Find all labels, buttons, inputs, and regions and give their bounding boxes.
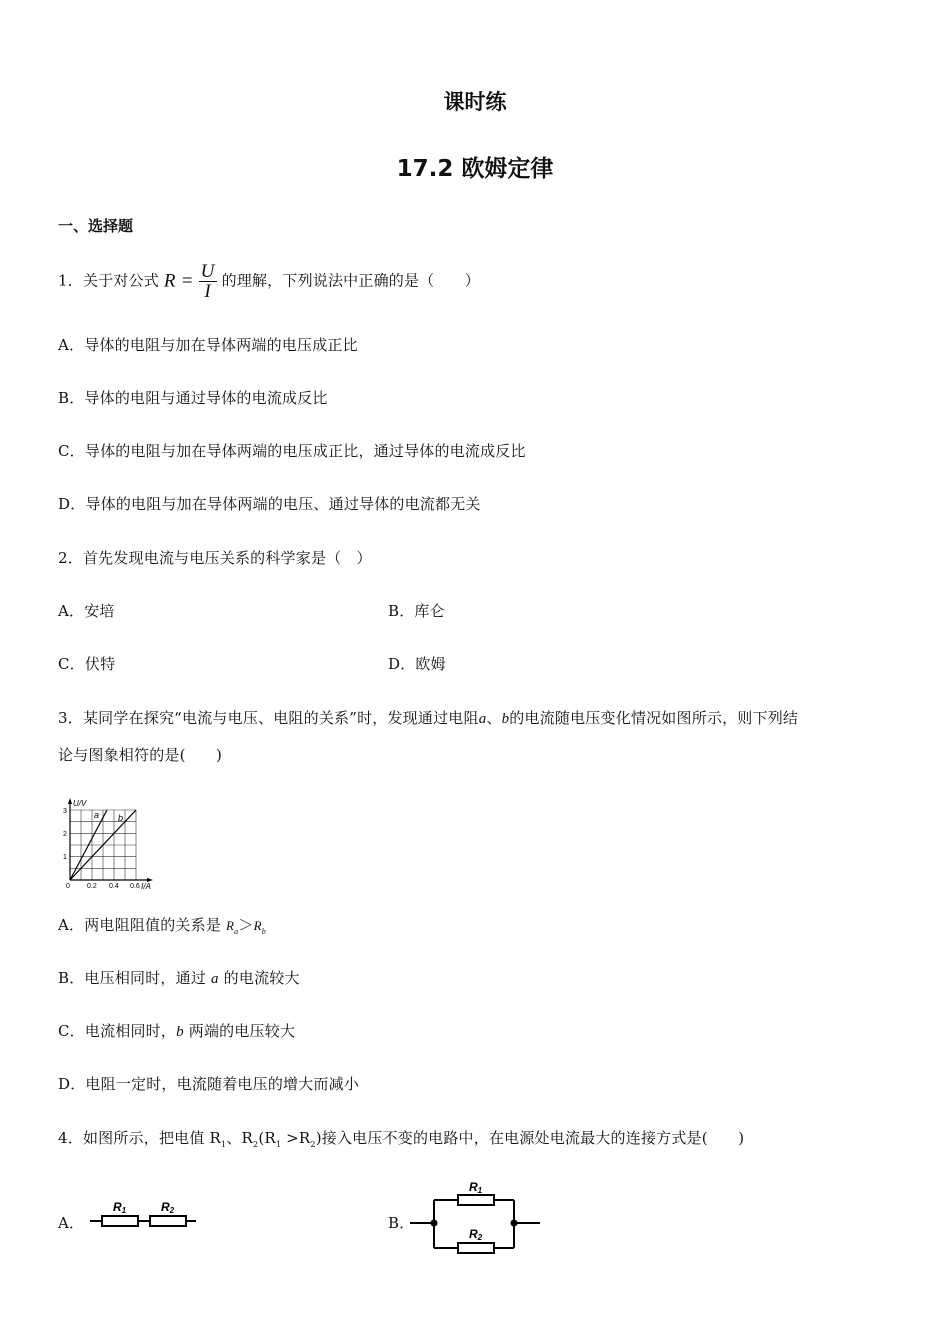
q3-sep: 、 bbox=[486, 709, 502, 727]
q3-optB-suffix: 的电流较大 bbox=[223, 969, 300, 987]
q3-optA-r1: R bbox=[226, 918, 235, 933]
x-tick-0.6: 0.6 bbox=[130, 883, 140, 890]
q3-optC-var: b bbox=[176, 1024, 184, 1040]
formula-fraction bbox=[199, 262, 217, 301]
q2-option-d: D．欧姆 bbox=[388, 655, 446, 673]
q3-optA-gt: ＞ bbox=[238, 916, 254, 934]
question-3-stem-line1 bbox=[58, 707, 798, 728]
r2-letter-p: R bbox=[469, 1227, 478, 1241]
q3-optA-sub1: a bbox=[234, 927, 239, 936]
q2-option-b: B．库仑 bbox=[388, 602, 445, 620]
q3-optA-sub2: b bbox=[261, 927, 266, 936]
q1-option-b: B．导体的电阻与通过导体的电流成反比 bbox=[58, 389, 328, 407]
q4-stem-b: 、R bbox=[226, 1129, 254, 1147]
q4-option-b-label: B． bbox=[388, 1214, 415, 1232]
y-tick-1: 1 bbox=[63, 854, 67, 861]
q3-stem-part1: 3．某同学在探究“电流与电压、电阻的关系”时，发现通过电阻 bbox=[58, 709, 479, 727]
r2-label-series bbox=[161, 1200, 175, 1215]
series-circuit-diagram bbox=[88, 1196, 198, 1232]
r1-sub-p: 1 bbox=[477, 1186, 483, 1195]
q4-stem-a: 4．如图所示，把电值 R bbox=[58, 1129, 222, 1147]
x-tick-0.2: 0.2 bbox=[87, 883, 97, 890]
q4-stem-e: )接入电压不变的电路中，在电源处电流最大的连接方式是( ) bbox=[315, 1129, 745, 1147]
q1-prefix: 1．关于对公式 bbox=[58, 271, 159, 290]
section-title: 一、选择题 bbox=[58, 217, 134, 235]
q3-iu-graph bbox=[58, 795, 173, 890]
question-1-stem bbox=[58, 262, 480, 301]
q4-stem-c: (R bbox=[258, 1129, 276, 1147]
x-tick-0: 0 bbox=[66, 883, 70, 890]
y-tick-2: 2 bbox=[63, 831, 67, 838]
r2-sub: 2 bbox=[169, 1206, 175, 1215]
r1-letter: R bbox=[113, 1200, 122, 1214]
q1-option-a: A．导体的电阻与加在导体两端的电压成正比 bbox=[58, 336, 358, 354]
r2-letter: R bbox=[161, 1200, 170, 1214]
q4-sub1: 1 bbox=[221, 1140, 227, 1149]
q1-suffix: 的理解，下列说法中正确的是（ ） bbox=[221, 271, 480, 290]
y-axis-label: U/V bbox=[73, 799, 87, 808]
parallel-circuit-diagram bbox=[408, 1178, 543, 1254]
r1-label-parallel bbox=[469, 1180, 483, 1195]
resistor-r1-parallel bbox=[458, 1195, 494, 1205]
q4-stem-d: >R bbox=[281, 1129, 311, 1147]
line-b-label: b bbox=[118, 813, 124, 823]
formula-denominator: I bbox=[204, 281, 211, 302]
resistor-r1-series bbox=[102, 1216, 138, 1226]
r1-letter-p: R bbox=[469, 1180, 478, 1194]
r1-label-series bbox=[113, 1200, 127, 1215]
q4-sub3: 1 bbox=[275, 1140, 282, 1149]
q3-option-d: D．电阻一定时，电流随着电压的增大而减小 bbox=[58, 1075, 360, 1093]
junction-dot-left-icon bbox=[431, 1220, 438, 1227]
y-tick-3: 3 bbox=[63, 808, 67, 815]
q4-sub2: 2 bbox=[253, 1140, 259, 1149]
q3-optB-var: a bbox=[211, 971, 219, 987]
x-axis-label: I/A bbox=[141, 882, 151, 890]
q2-option-a: A．安培 bbox=[58, 602, 115, 620]
q3-option-c bbox=[58, 1020, 295, 1041]
q4-sub4: 2 bbox=[310, 1140, 316, 1149]
r2-label-parallel bbox=[469, 1227, 483, 1242]
q1-option-c: C．导体的电阻与加在导体两端的电压成正比，通过导体的电流成反比 bbox=[58, 442, 526, 460]
q3-optA-text: A．两电阻阻值的关系是 bbox=[58, 916, 222, 934]
q3-option-b bbox=[58, 967, 300, 988]
r1-sub: 1 bbox=[121, 1206, 127, 1215]
q3-optB-text: B．电压相同时，通过 bbox=[58, 969, 207, 987]
formula-lhs: R = bbox=[163, 270, 194, 292]
formula-numerator: U bbox=[200, 261, 215, 282]
question-2-stem: 2．首先发现电流与电压关系的科学家是（ ） bbox=[58, 549, 372, 567]
junction-dot-right-icon bbox=[511, 1220, 518, 1227]
q3-var-b: b bbox=[501, 711, 510, 727]
q3-optC-suffix: 两端的电压较大 bbox=[188, 1022, 296, 1040]
q4-option-a-label: A． bbox=[58, 1214, 85, 1232]
q3-var-a: a bbox=[478, 711, 487, 727]
resistor-r2-parallel bbox=[458, 1243, 494, 1253]
q3-option-a bbox=[58, 914, 266, 936]
lesson-subtitle: 17.2 欧姆定律 bbox=[396, 156, 554, 182]
q3-stem-part2: 的电流随电压变化情况如图所示，则下列结 bbox=[509, 709, 799, 727]
x-tick-0.4: 0.4 bbox=[109, 883, 119, 890]
q3-optA-r2: R bbox=[253, 918, 262, 933]
r2-sub-p: 2 bbox=[477, 1233, 483, 1242]
line-a-label: a bbox=[94, 810, 100, 820]
q3-optC-text: C．电流相同时， bbox=[58, 1022, 177, 1040]
page-title: 课时练 bbox=[443, 90, 507, 114]
q1-option-d: D．导体的电阻与加在导体两端的电压、通过导体的电流都无关 bbox=[58, 495, 481, 513]
resistor-r2-series bbox=[150, 1216, 186, 1226]
y-axis-arrow-icon bbox=[68, 798, 72, 804]
question-3-stem-line2: 论与图象相符的是( ) bbox=[58, 746, 223, 764]
q2-option-c: C．伏特 bbox=[58, 655, 116, 673]
question-4-stem bbox=[58, 1127, 744, 1149]
